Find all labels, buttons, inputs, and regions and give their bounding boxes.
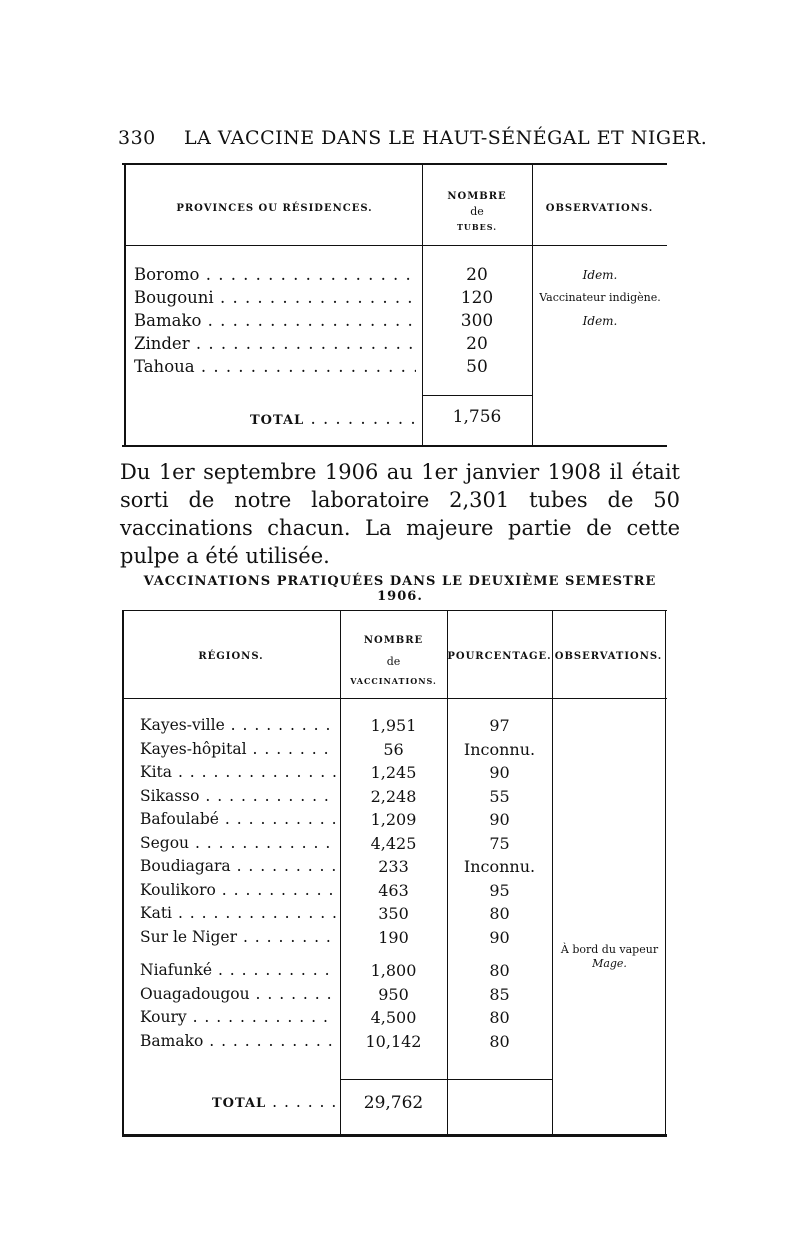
table2-row-percentage: 80 xyxy=(489,1008,510,1027)
table2-row-count: 1,245 xyxy=(370,763,417,782)
table2-row-percentage: 95 xyxy=(489,880,510,900)
page-number: 330 xyxy=(118,127,156,149)
table2-row-percentage: 55 xyxy=(489,786,510,806)
table2-row-region: Niafunké . . . xyxy=(140,961,336,979)
table2-row-percentage: Inconnu. xyxy=(463,857,536,876)
table1-row-province: Zinder . . . xyxy=(134,334,416,353)
page-header xyxy=(118,127,708,149)
table2-row-count: 56 xyxy=(383,739,404,759)
table2-row-count: 10,142 xyxy=(365,1031,422,1051)
table2-row-percentage: 75 xyxy=(489,833,510,853)
col-nombre-de: de xyxy=(386,655,401,668)
table1-row-observation: Idem. xyxy=(582,314,618,328)
table2-row-percentage: 85 xyxy=(489,984,510,1004)
table1-row-tubes: 50 xyxy=(466,357,488,377)
table2-row-count: 463 xyxy=(378,880,409,900)
table1-row-province: Boromo . . . xyxy=(134,265,416,284)
col-regions: RÉGIONS. xyxy=(198,651,264,662)
table2-row-region: Koulikoro . . . xyxy=(140,881,336,899)
table2-row-region: Kita . . . xyxy=(140,763,336,781)
tubes-table xyxy=(122,163,667,447)
table2-row-percentage: Inconnu. xyxy=(463,739,536,759)
table2-row-region: Boudiagara . . . xyxy=(140,857,336,875)
table2-row-region: Kayes-hôpital . . . xyxy=(140,740,336,758)
table2-row-count: 190 xyxy=(378,927,409,947)
table1-row-province: Bamako . . . xyxy=(134,311,416,330)
col-nombre-de: de xyxy=(470,205,484,218)
table2-total-value: 29,762 xyxy=(363,1093,424,1113)
table2-row-region: Sikasso . . . xyxy=(140,787,336,805)
col-nombre: NOMBRE xyxy=(447,191,507,202)
table2-row-count: 1,951 xyxy=(370,716,417,735)
table2-row-count: 1,800 xyxy=(370,961,417,980)
table2-total-label: TOTAL . . . xyxy=(212,1093,337,1111)
col-observations: OBSERVATIONS. xyxy=(554,651,663,662)
col-provinces: PROVINCES OU RÉSIDENCES. xyxy=(176,203,373,214)
table1-total-value: 1,756 xyxy=(452,407,502,427)
table1-row-province: Bougouni . . . xyxy=(134,288,416,307)
col-tubes: TUBES. xyxy=(456,222,498,232)
table2-row-percentage: 90 xyxy=(489,927,510,947)
table2-row-percentage: 90 xyxy=(489,763,510,782)
body-paragraph: Du 1er septembre 1906 au 1er janvier 1908 il était sorti de notre laboratoire 2,301 tubes de 50 vaccinations chacun. La majeure partie de cette pulpe a été utilisée. xyxy=(120,460,680,568)
table2-row-region: Kayes-ville . . . xyxy=(140,716,336,734)
table1-total-label: TOTAL . . . xyxy=(250,409,415,428)
table1-row-tubes: 20 xyxy=(466,265,488,285)
running-title: LA VACCINE DANS LE HAUT-SÉNÉGAL ET NIGER. xyxy=(184,127,708,149)
table1-row-tubes: 20 xyxy=(466,334,488,354)
table2-row-percentage: 80 xyxy=(489,1031,510,1051)
table2-row-region: Koury . . . xyxy=(140,1008,336,1026)
col-observations: OBSERVATIONS. xyxy=(545,203,654,214)
table2-row-count: 1,209 xyxy=(370,810,417,829)
table2-row-region: Ouagadougou . . . xyxy=(140,985,336,1003)
table2-row-percentage: 90 xyxy=(489,810,510,829)
table2-row-percentage: 80 xyxy=(489,904,510,923)
col-vaccinations: VACCINATIONS. xyxy=(350,676,437,686)
table2-row-region: Segou . . . xyxy=(140,834,336,852)
table1-row-tubes: 300 xyxy=(460,311,494,331)
table2-row-region: Bamako . . . xyxy=(140,1032,336,1050)
col-pourcentage: POURCENTAGE. xyxy=(447,651,552,662)
table2-row-region: Kati . . . xyxy=(140,904,336,922)
table2-row-count: 950 xyxy=(378,984,409,1004)
table2-row-count: 233 xyxy=(378,857,409,876)
observation-line-1: À bord du vapeur xyxy=(560,943,659,956)
table2-row-region: Sur le Niger . . . xyxy=(140,928,336,946)
table1-row-province: Tahoua . . . xyxy=(134,357,416,376)
table2-row-region: Bafoulabé . . . xyxy=(140,810,336,828)
table2-row-percentage: 97 xyxy=(489,716,510,735)
table2-row-count: 4,425 xyxy=(370,833,417,853)
table1-row-observation: Vaccinateur indigène. xyxy=(539,291,661,304)
table1-row-observation: Idem. xyxy=(582,268,618,282)
vaccinations-table xyxy=(122,610,667,1137)
table2-row-count: 4,500 xyxy=(370,1008,417,1027)
col-nombre: NOMBRE xyxy=(363,635,424,646)
observation-line-2: Mage. xyxy=(592,957,627,970)
table2-row-percentage: 80 xyxy=(489,961,510,980)
table2-title: VACCINATIONS PRATIQUÉES DANS LE DEUXIÈME SEMESTRE 1906. xyxy=(143,574,657,604)
table1-row-tubes: 120 xyxy=(460,288,494,308)
table2-row-count: 2,248 xyxy=(370,786,417,806)
table2-row-count: 350 xyxy=(378,904,409,923)
